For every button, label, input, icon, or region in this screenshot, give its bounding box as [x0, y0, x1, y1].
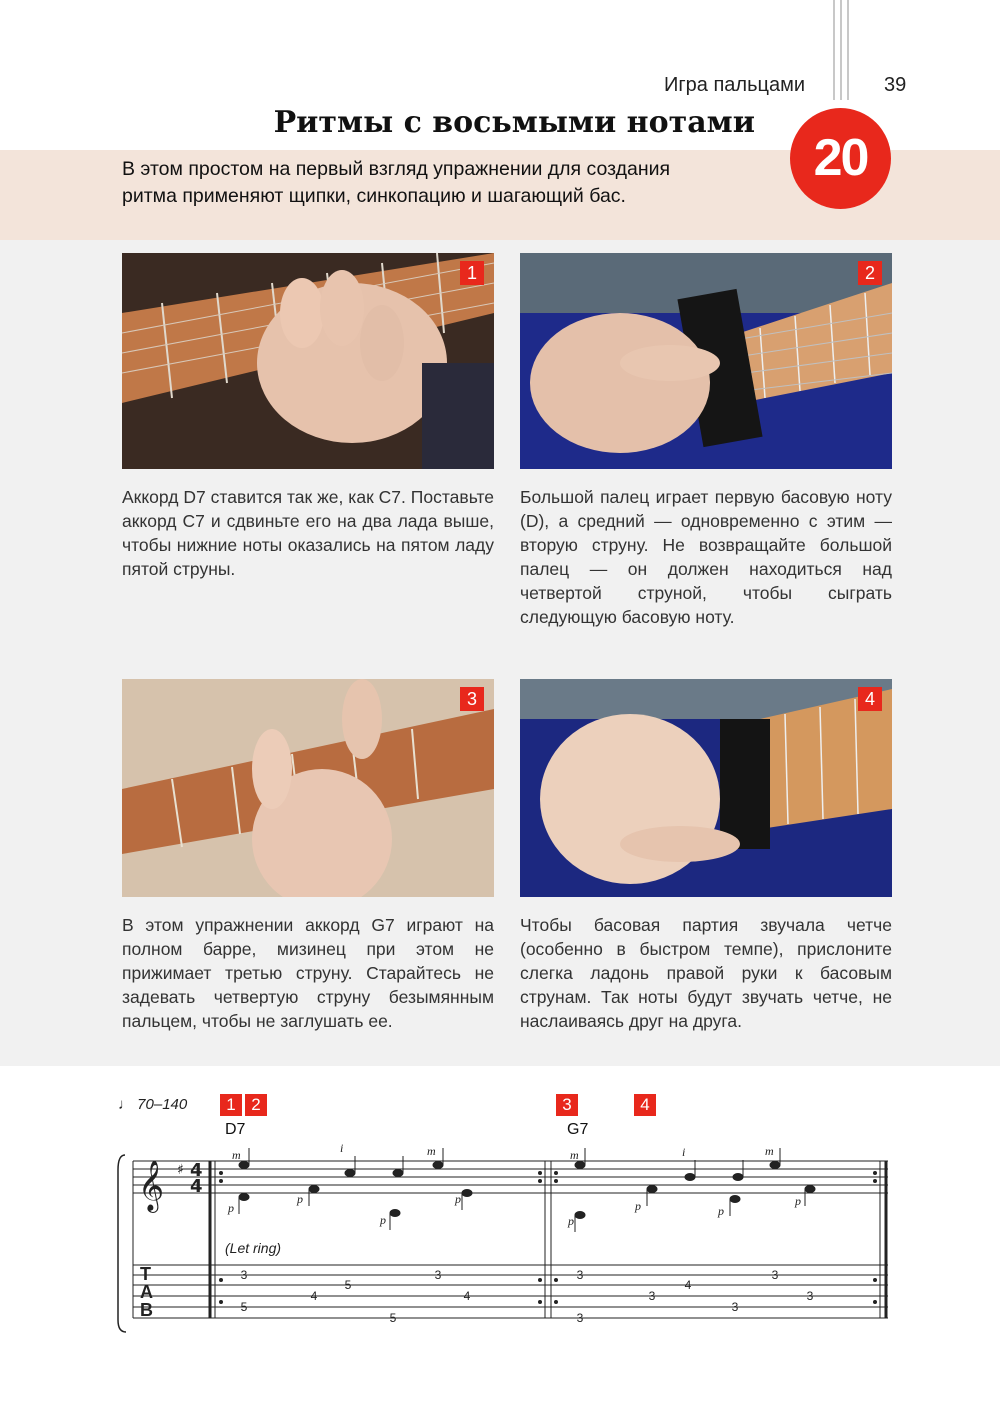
time-signature-bottom: 4	[190, 1176, 203, 1197]
svg-text:p: p	[568, 1214, 574, 1228]
tab-number: 5	[389, 1311, 397, 1325]
chord-symbol-g7: G7	[567, 1121, 589, 1138]
tab-number: 3	[806, 1289, 814, 1303]
page-number: 39	[884, 74, 907, 96]
fingering-m: m	[232, 1148, 241, 1162]
svg-text:p: p	[635, 1199, 641, 1213]
fingering-p: p	[297, 1192, 303, 1206]
tab-letter-t: T	[140, 1264, 151, 1284]
chord-symbol-d7: D7	[225, 1121, 246, 1138]
tempo-marking: ♩ 70–140	[118, 1096, 188, 1113]
fingering-p: p	[228, 1201, 234, 1215]
tab-number: 5	[344, 1278, 352, 1292]
step-caption-2: Большой палец играет первую басовую ноту (D), а средний — одновременно с этим — вторую струну. Не возвращайте большой палец — он должен находиться над четвертой струной, чтобы сыграть следующую басовую ноту.	[520, 487, 892, 627]
photo-step-3	[122, 679, 494, 897]
svg-text:m: m	[570, 1148, 579, 1162]
fingering-p: p	[455, 1192, 461, 1206]
score-step-tag-3: 3	[556, 1094, 578, 1116]
photo-step-2	[520, 253, 892, 469]
tab-number: 3	[648, 1289, 656, 1303]
step-tag-4: 4	[858, 687, 882, 711]
tab-number: 4	[684, 1278, 692, 1292]
score-step-tag-1: 1	[220, 1094, 242, 1116]
svg-text:p: p	[795, 1194, 801, 1208]
tab-number: 5	[240, 1300, 248, 1314]
fingering-m: m	[427, 1144, 436, 1158]
decor-line	[840, 0, 842, 100]
intro-text: В этом простом на первый взгляд упражнении для создания ритма применяют щипки, синкопацию и шагающий бас.	[122, 158, 671, 207]
fingering-i: i	[340, 1141, 344, 1155]
tab-number: 4	[310, 1289, 318, 1303]
tab-number: 4	[463, 1289, 471, 1303]
tab-number: 3	[434, 1268, 442, 1282]
step-caption-3: В этом упражнении аккорд G7 играют на полном барре, мизинец при этом не прижимает третью струну. Старайтесь не задевать четвертую струну безымянным пальцем, чтобы не заглушать ее.	[122, 915, 494, 1031]
photo-step-4	[520, 679, 892, 897]
step-caption-4: Чтобы басовая партия звучала четче (особенно в быстром темпе), прислоните слегка ладонь правой руки к басовым струнам. Так ноты будут звучать четче, не наслаиваясь друг на друга.	[520, 915, 892, 1031]
tab-number: 3	[576, 1311, 584, 1325]
lesson-number-badge: 20	[790, 108, 891, 209]
decor-line	[833, 0, 835, 100]
svg-text:♯: ♯	[177, 1162, 184, 1178]
step-tag-1: 1	[460, 261, 484, 285]
step-tag-2: 2	[858, 261, 882, 285]
score-step-tag-2: 2	[245, 1094, 267, 1116]
tab-number: 3	[771, 1268, 779, 1282]
tab-letter-a: A	[140, 1282, 153, 1302]
let-ring-marking: (Let ring)	[225, 1240, 282, 1256]
step-caption-1: Аккорд D7 ставится так же, как C7. Поставьте аккорд C7 и сдвиньте его на два лада выше, чтобы нижние ноты оказались на пятом ладу пятой струны.	[122, 487, 494, 579]
svg-text:p: p	[718, 1204, 724, 1218]
fingering-p: p	[380, 1213, 386, 1227]
decor-line	[847, 0, 849, 100]
score-step-tag-4: 4	[634, 1094, 656, 1116]
svg-text:m: m	[765, 1144, 774, 1158]
page-title: Ритмы с восьмыми нотами	[273, 105, 755, 140]
svg-text:i: i	[682, 1145, 686, 1159]
svg-text:𝄞: 𝄞	[138, 1160, 165, 1211]
tab-number: 3	[240, 1268, 248, 1282]
time-signature-top: 4	[190, 1160, 203, 1181]
section-title: Игра пальцами	[663, 74, 805, 96]
tab-number: 3	[731, 1300, 739, 1314]
photo-step-1	[122, 253, 494, 469]
step-tag-3: 3	[460, 687, 484, 711]
tab-number: 3	[576, 1268, 584, 1282]
music-score	[0, 1140, 1000, 1340]
tab-letter-b: B	[140, 1300, 153, 1320]
